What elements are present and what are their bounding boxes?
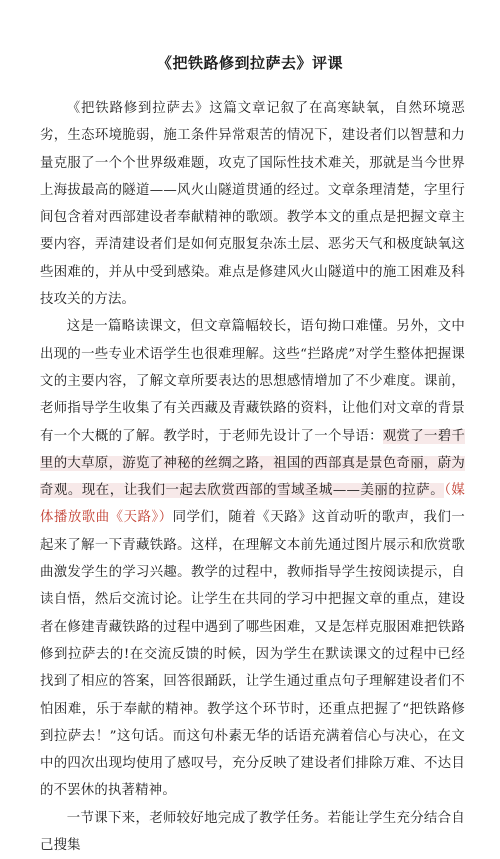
paragraph-2-rest: 同学们，随着《天路》这首动听的歌声，我们一起来了解一下青藏铁路。这样，在理解文本前先通过图片展示和欣赏歌曲激发学生的学习兴趣。教学的过程中，教师指导学生按阅读提示，自读自悟，然后交流讨论。让学生在共同的学习中把握文章的重点，建设者在修建青藏铁路的过程中遇到了哪些困难，又是怎样克服困难把铁路修到拉萨去的!在交流反馈的时候，因为学生在默读课文的过程中已经找到了相应的答案，回答很踊跃，让学生通过重点句子理解建设者们不怕困难，乐于奉献的精神。教学这个环节时，还重点把握了“把铁路修到拉萨去！”这句话。而这句朴素无华的话语充满着信心与决心，在文中的四次出现均使用了感叹号，充分反映了建设者们排除万难、不达目的不罢休的执著精神。 [40, 510, 465, 799]
highlighted-guide-text: 观赏了一碧千里的大草原，游览了神秘的丝绸之路，祖国的西部真是景色奇丽，蔚为奇观。现在，让我们一起去欣赏西部的雪域圣城——美丽的拉萨。 [40, 428, 466, 499]
media-note: （媒体播放歌曲《天路》） [40, 483, 465, 526]
paragraph-2 [40, 313, 465, 804]
document-title: 《把铁路修到拉萨去》评课 [156, 54, 343, 72]
paragraph-2-intro: 这是一篇略读课文，但文章篇幅较长，语句拗口难懂。另外，文中出现的一些专业术语学生也很难理解。这些“拦路虎”对学生整体把握课文的主要内容，了解文章所要表达的思想感情增加了不少难度。课前，老师指导学生收集了有关西藏及青藏铁路的资料，让他们对文章的背景有一个大概的了解。教学时，于老师先设计了一个导语： [40, 319, 465, 444]
document-body [40, 95, 465, 859]
paragraph-3: 一节课下来，老师较好地完成了教学任务。若能让学生充分结合自己搜集 [40, 810, 465, 854]
paragraph-1: 《把铁路修到拉萨去》这篇文章记叙了在高寒缺氧，自然环境恶劣，生态环境脆弱，施工条件异常艰苦的情况下，建设者们以智慧和力量克服了一个个世界级难题，攻克了国际性技术难关，那就是当今世界上海拔最高的隧道——风火山隧道贯通的经过。文章条理清楚，字里行间包含着对西部建设者奉献精神的歌颂。教学本文的重点是把握文章主要内容，弄清建设者们是如何克服复杂冻土层、恶劣天气和极度缺氧这些困难的，并从中受到感染。难点是修建风火山隧道中的施工困难及科技攻关的方法。 [40, 101, 465, 308]
